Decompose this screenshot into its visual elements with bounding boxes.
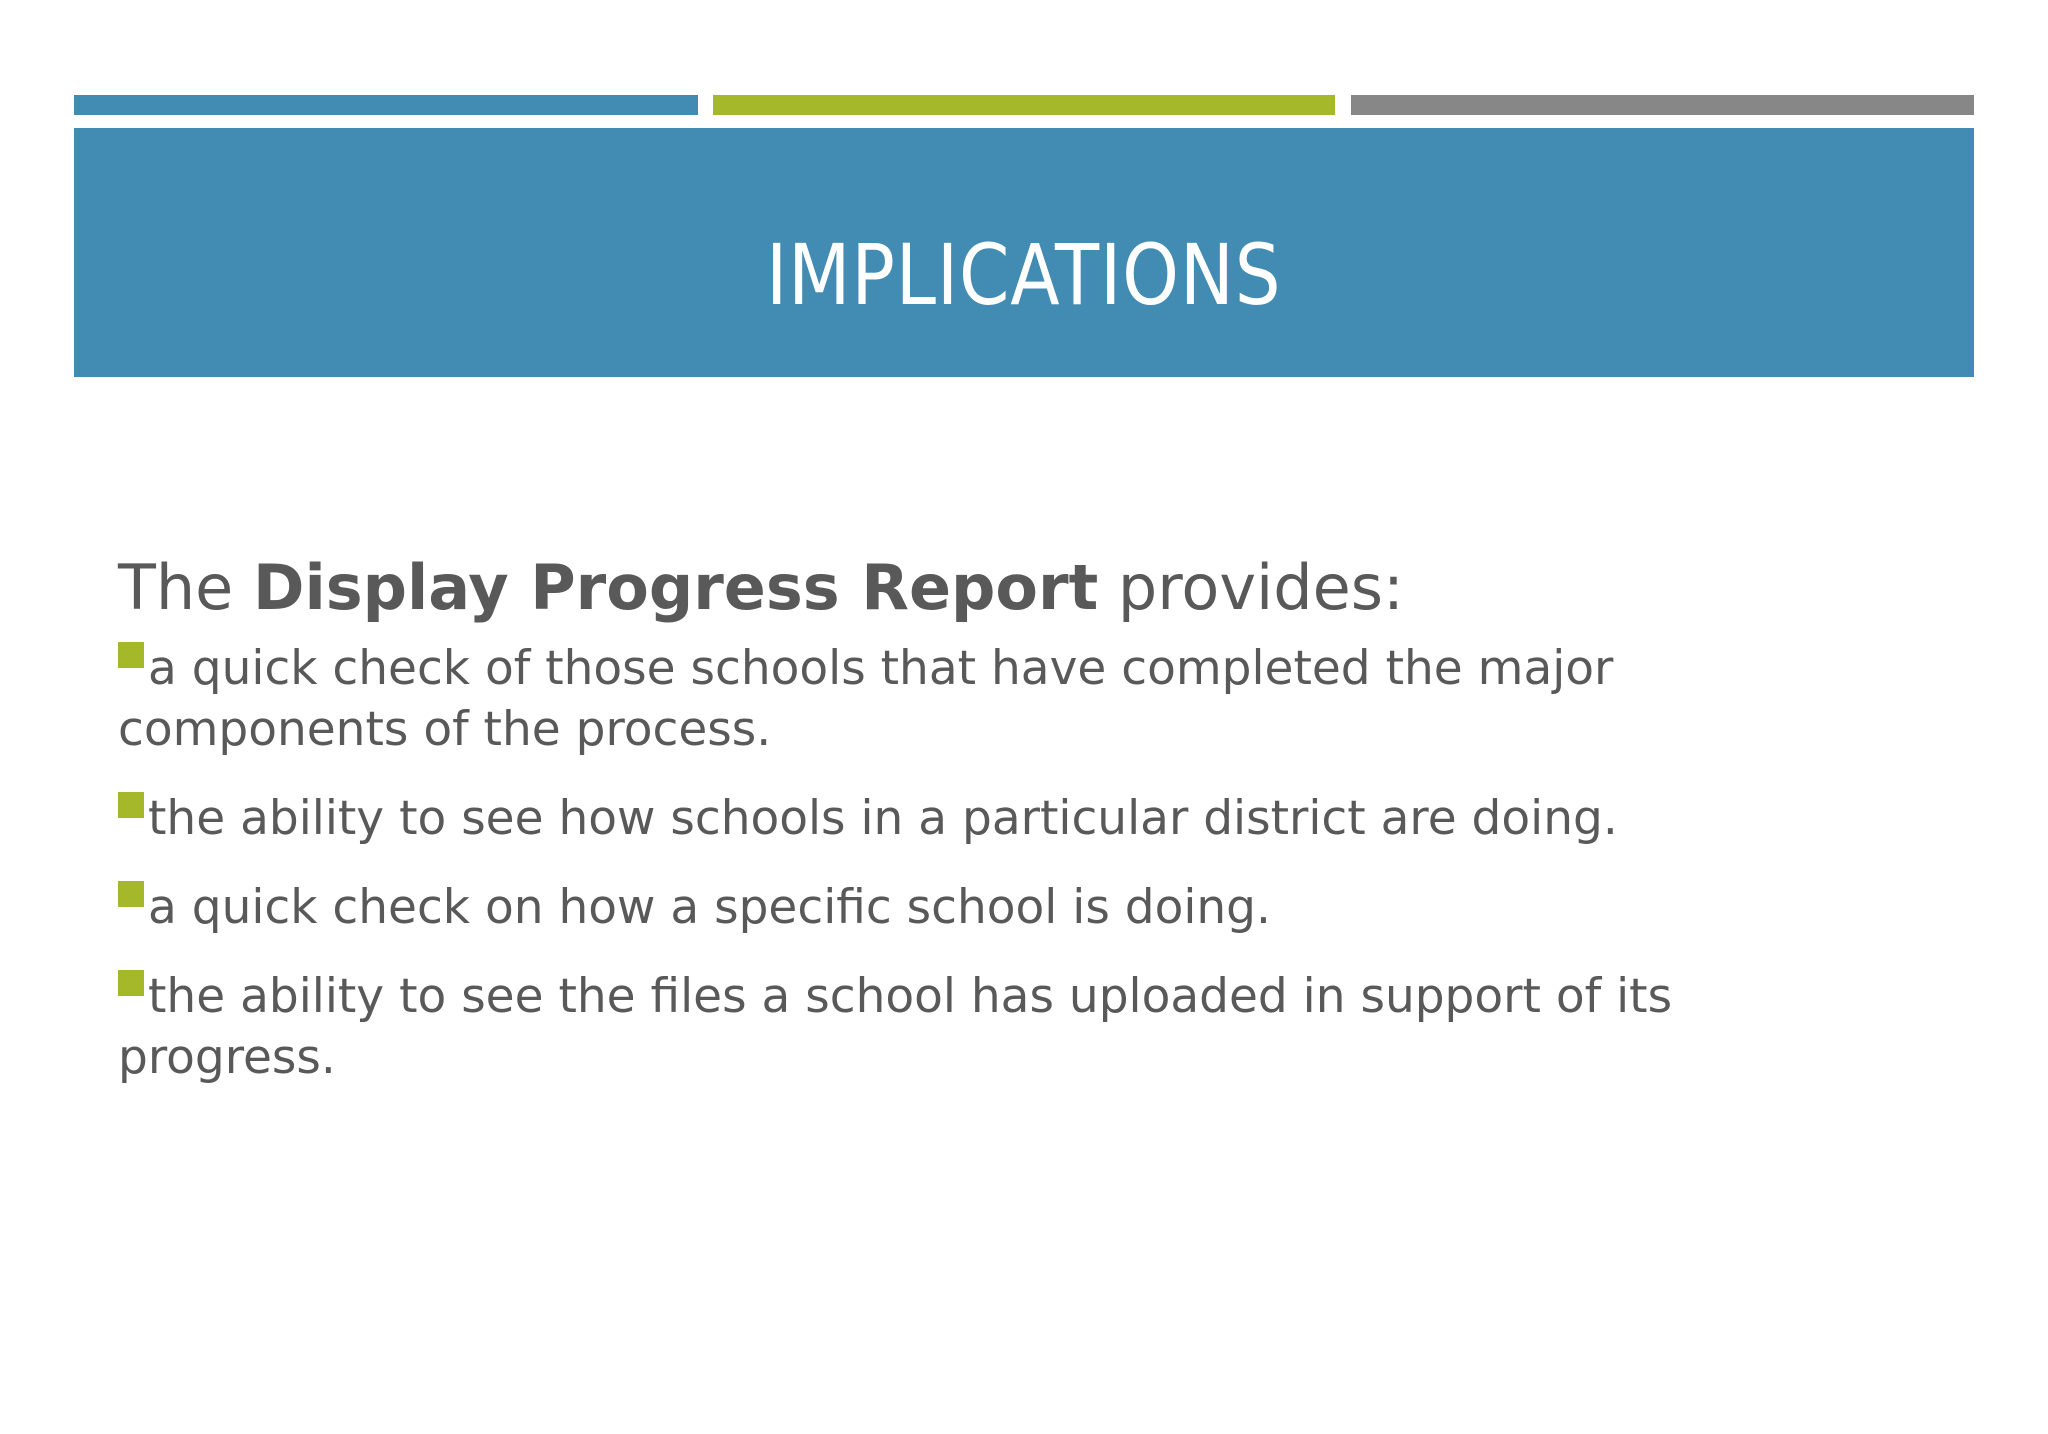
slide-title: IMPLICATIONS bbox=[766, 225, 1282, 324]
accent-bar-blue bbox=[74, 95, 698, 115]
lead-suffix: provides: bbox=[1098, 551, 1404, 624]
square-bullet-icon bbox=[118, 970, 144, 996]
accent-bar-gray bbox=[1351, 95, 1974, 115]
accent-bar-green bbox=[713, 95, 1335, 115]
square-bullet-icon bbox=[118, 881, 144, 907]
bullet-text: a quick check of those schools that have completed the major components of the process. bbox=[118, 641, 1614, 757]
bullet-item bbox=[118, 877, 1898, 938]
lead-sentence bbox=[118, 548, 1958, 628]
bullet-text: the ability to see how schools in a particular district are doing. bbox=[148, 791, 1618, 846]
bullet-item bbox=[118, 966, 1898, 1088]
slide-body bbox=[118, 548, 1958, 1116]
lead-prefix: The bbox=[118, 551, 254, 624]
lead-emphasis: Display Progress Report bbox=[253, 551, 1099, 624]
bullet-item bbox=[118, 788, 1898, 849]
square-bullet-icon bbox=[118, 792, 144, 818]
bullet-item bbox=[118, 638, 1898, 760]
bullet-text: the ability to see the files a school has uploaded in support of its progress. bbox=[118, 969, 1673, 1085]
bullet-list bbox=[118, 638, 1958, 1088]
bullet-text: a quick check on how a specific school is doing. bbox=[148, 880, 1271, 935]
title-banner bbox=[74, 128, 1974, 377]
square-bullet-icon bbox=[118, 642, 144, 668]
